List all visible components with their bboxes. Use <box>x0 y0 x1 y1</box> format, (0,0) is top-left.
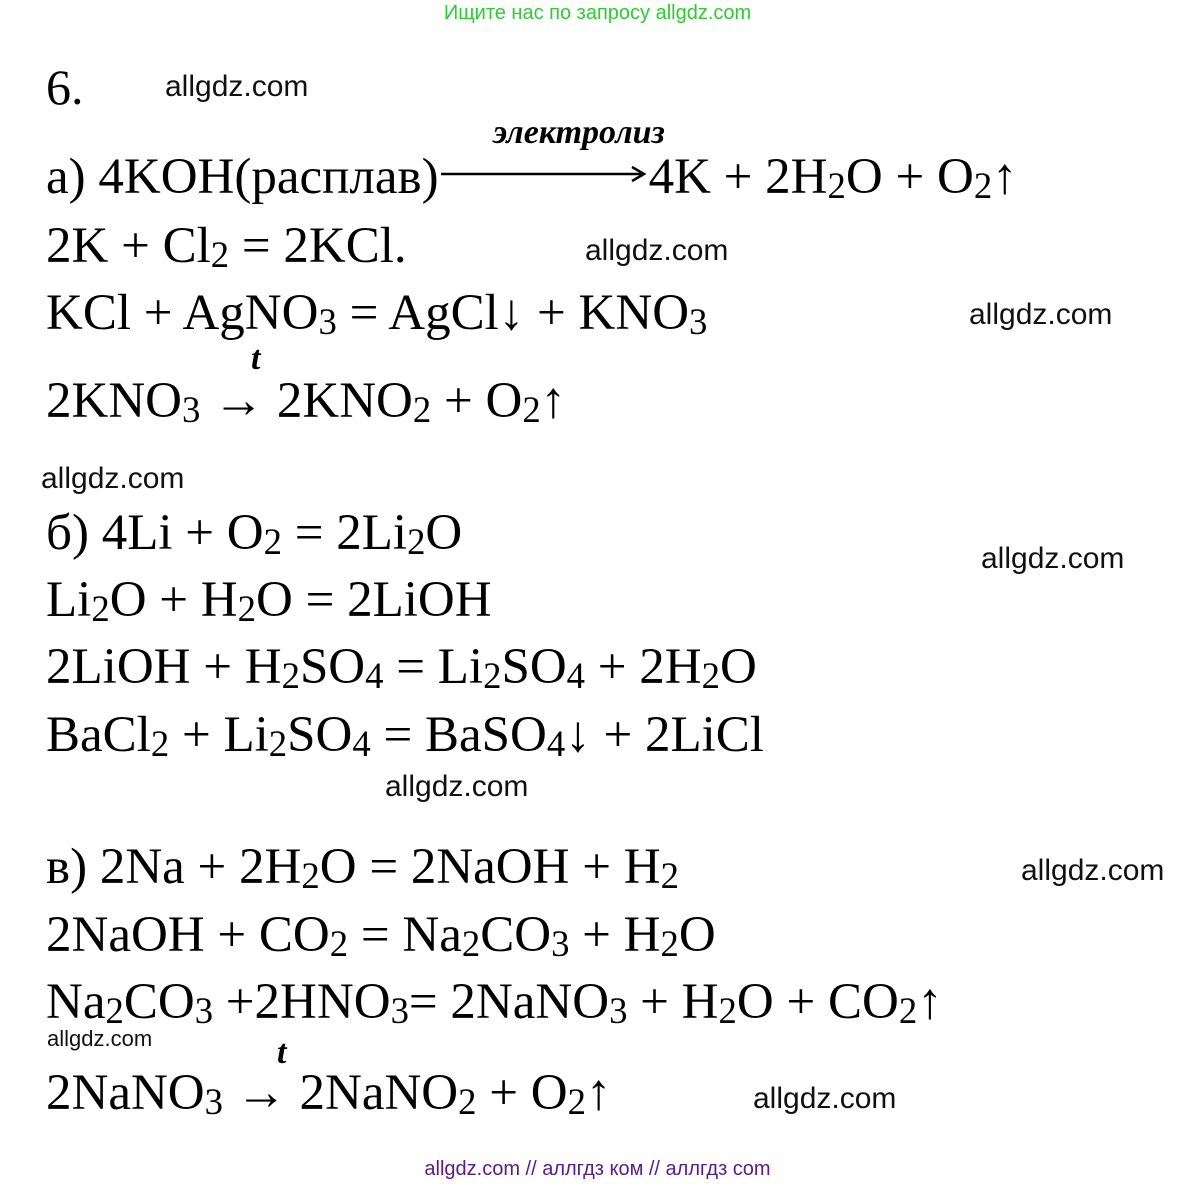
task-number: 6. <box>46 59 84 115</box>
watermark: allgdz.com <box>41 462 185 495</box>
equation-c1: в) $2Na + 2H_2O$ = 2NaOH + $H_2$ <box>46 839 679 897</box>
equation-b4: BaCl$_2$ + $Li_2SO_4$ = BaSO$_4$↓ + 2LiCl <box>46 707 764 765</box>
equation-b3: 2LiOH + $H_2SO_4 = Li_2SO_4 + 2H_2O$ <box>46 639 757 697</box>
watermark: allgdz.com <box>981 542 1125 575</box>
watermark: allgdz.com <box>1021 854 1165 887</box>
watermark: allgdz.com <box>385 770 529 803</box>
reaction-arrow-icon <box>439 152 649 203</box>
equation-a2: $2K + Cl_2 = 2KCl$. <box>46 218 407 276</box>
equation-c2: 2NaOH + $CO_2 = Na_2CO_3 + H_2O$ <box>46 907 716 965</box>
equation-b1: б) $4Li + O_2 = 2Li_2O$ <box>46 505 463 563</box>
part-label: в) <box>46 839 88 895</box>
footer-links[interactable]: allgdz.com // аллгдз ком // аллгдз com <box>424 1158 771 1180</box>
heat-label: t <box>251 340 261 377</box>
part-label: а) <box>46 149 86 205</box>
electrolysis-label: электролиз <box>493 114 665 151</box>
equation-a1: а) 4KOH(расплав) $4K + 2H_2O$ + $O_2↑$ <box>46 149 1018 207</box>
watermark: allgdz.com <box>753 1082 897 1115</box>
heat-label: t <box>277 1034 287 1071</box>
part-label: б) <box>46 505 89 561</box>
equation-c4: 2NaNO$_3$ → 2NaNO$_2$ + $O_2↑$ <box>46 1065 612 1123</box>
watermark: allgdz.com <box>585 234 729 267</box>
watermark: allgdz.com <box>165 70 309 103</box>
equation-a3: KCl + AgNO$_3$ = AgCl↓ + $KNO_3$ <box>46 285 708 343</box>
equation-b2: $Li_2O + H_2O$ = 2LiOH <box>46 572 492 630</box>
equation-a4: $2KNO_3 \to 2KNO_2$ + $O_2↑$ <box>46 373 567 431</box>
site-banner[interactable]: Ищите нас по запросу allgdz.com <box>443 2 752 24</box>
watermark: allgdz.com <box>47 1026 153 1051</box>
equation-c3: $Na_2CO_3 +2HNO_3=$ 2NaNO$_3$ + $H_2O$ + $CO_2↑$ <box>46 974 943 1032</box>
watermark: allgdz.com <box>969 298 1113 331</box>
